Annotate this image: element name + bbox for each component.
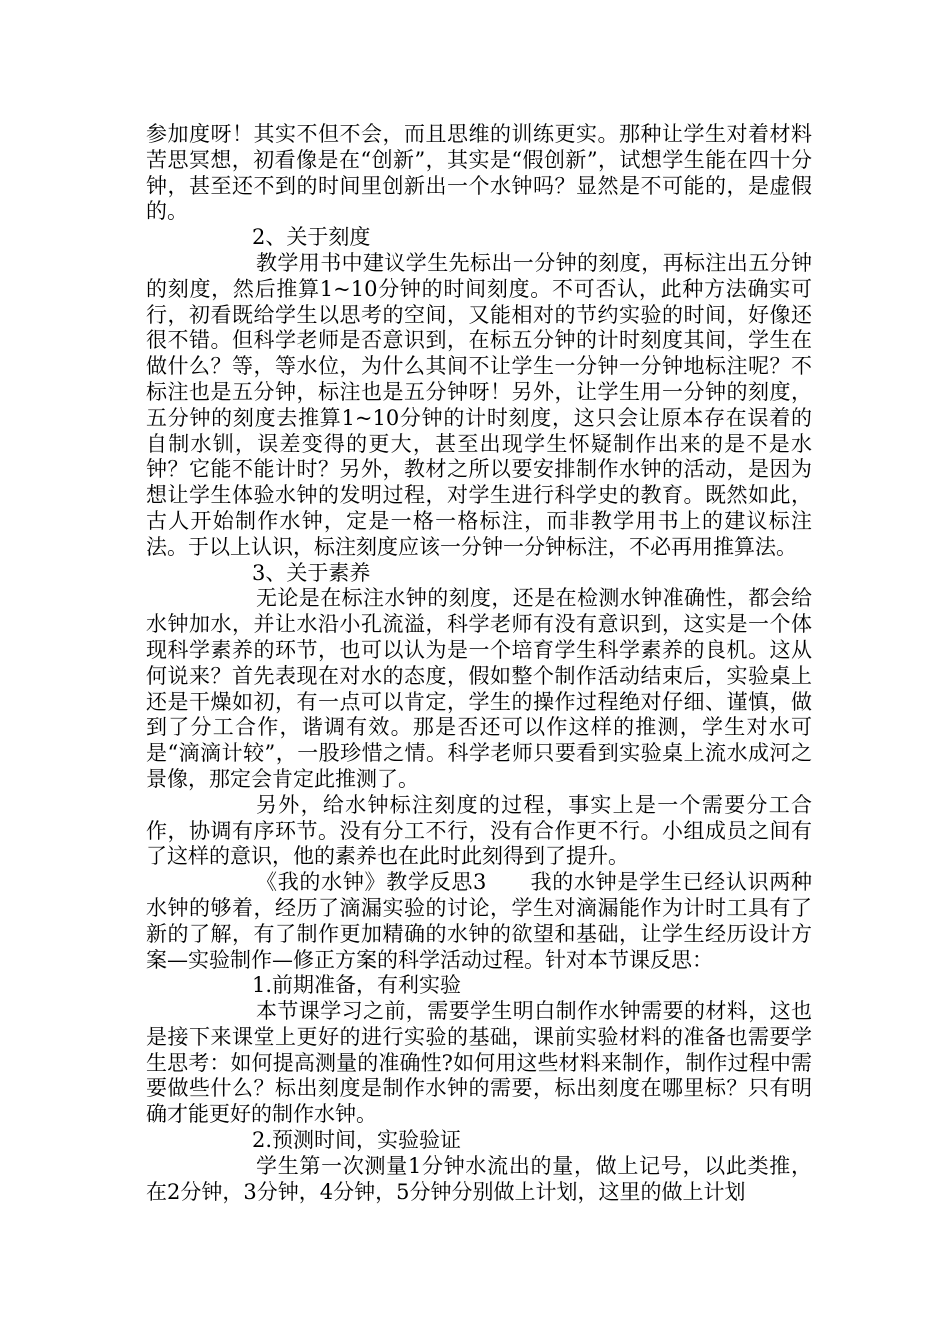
paragraph-4: 另外，给水钟标注刻度的过程，事实上是一个需要分工合作，协调有序环节。没有分工不行，没有合作更不行。小组成员之间有了这样的意识，他的素养也在此时此刻得到了提升。 [146, 792, 812, 869]
section-heading-preparation: 1.前期准备，有利实验 [252, 973, 462, 998]
paragraph-1: 参加度呀！其实不但不会，而且思维的训练更实。那种让学生对着材料苦思冥想，初看像是在“创新”，其实是“假创新”，试想学生能在四十分钟，甚至还不到的时间里创新出一个水钟吗？显然是不可能的，是虚假的。 [146, 122, 812, 224]
paragraph-5: 《我的水钟》教学反思3 我的水钟是学生已经认识两种水钟的够着，经历了滴漏实验的讨论，学生对滴漏能作为计时工具有了新的了解，有了制作更加精确的水钟的欲望和基础，让学生经历设计方案—实验制作—修正方案的科学活动过程。针对本节课反思： [146, 870, 812, 972]
paragraph-2: 教学用书中建议学生先标出一分钟的刻度，再标注出五分钟的刻度，然后推算1~10分钟的时间刻度。不可否认，此种方法确实可行，初看既给学生以思考的空间，又能相对的节约实验的时间，好像还很不错。但科学老师是否意识到，在标五分钟的计时刻度其间，学生在做什么？等，等水位，为什么其间不让学生一分钟一分钟地标注呢？不标注也是五分钟，标注也是五分钟呀！另外，让学生用一分钟的刻度，五分钟的刻度去推算1~10分钟的计时刻度，这只会让原本存在误着的自制水钏，误差变得的更大，甚至出现学生怀疑制作出来的是不是水钟？它能不能计时？另外，教材之所以要安排制作水钟的活动，是因为想让学生体验水钟的发明过程，对学生进行科学史的教育。既然如此，古人开始制作水钟，定是一格一格标注，而非教学用书上的建议标注法。于以上认识，标注刻度应该一分钟一分钟标注，不必再用推算法。 [146, 250, 812, 559]
document-page [146, 122, 812, 1205]
paragraph-3: 无论是在标注水钟的刻度，还是在检测水钟准确性，都会给水钟加水，并让水沿小孔流溢，科学老师有没有意识到，这实是一个体现科学素养的环节，也可以认为是一个培育学生科学素养的良机。这从何说来？首先表现在对水的态度，假如整个制作活动结束后，实验桌上还是干燥如初，有一点可以肯定，学生的操作过程绝对仔细、谨慎，做到了分工合作，谐调有效。那是否还可以作这样的推测，学生对水可是“滴滴计较”，一股珍惜之情。科学老师只要看到实验桌上流水成河之景像，那定会肯定此推测了。 [146, 586, 812, 791]
section-heading-prediction: 2.预测时间，实验验证 [252, 1128, 462, 1153]
section-heading-scale: 2、关于刻度 [252, 225, 371, 250]
paragraph-6: 本节课学习之前，需要学生明白制作水钟需要的材料，这也是接下来课堂上更好的进行实验的基础，课前实验材料的准备也需要学生思考：如何提高测量的准确性?如何用这些材料来制作，制作过程中需要做些什么？标出刻度是制作水钟的需要，标出刻度在哪里标？只有明确才能更好的制作水钟。 [146, 999, 812, 1127]
section-heading-literacy: 3、关于素养 [252, 560, 371, 585]
paragraph-7: 学生第一次测量1分钟水流出的量，做上记号，以此类推，在2分钟，3分钟，4分钟，5分钟分别做上计划，这里的做上计划 [146, 1153, 812, 1204]
